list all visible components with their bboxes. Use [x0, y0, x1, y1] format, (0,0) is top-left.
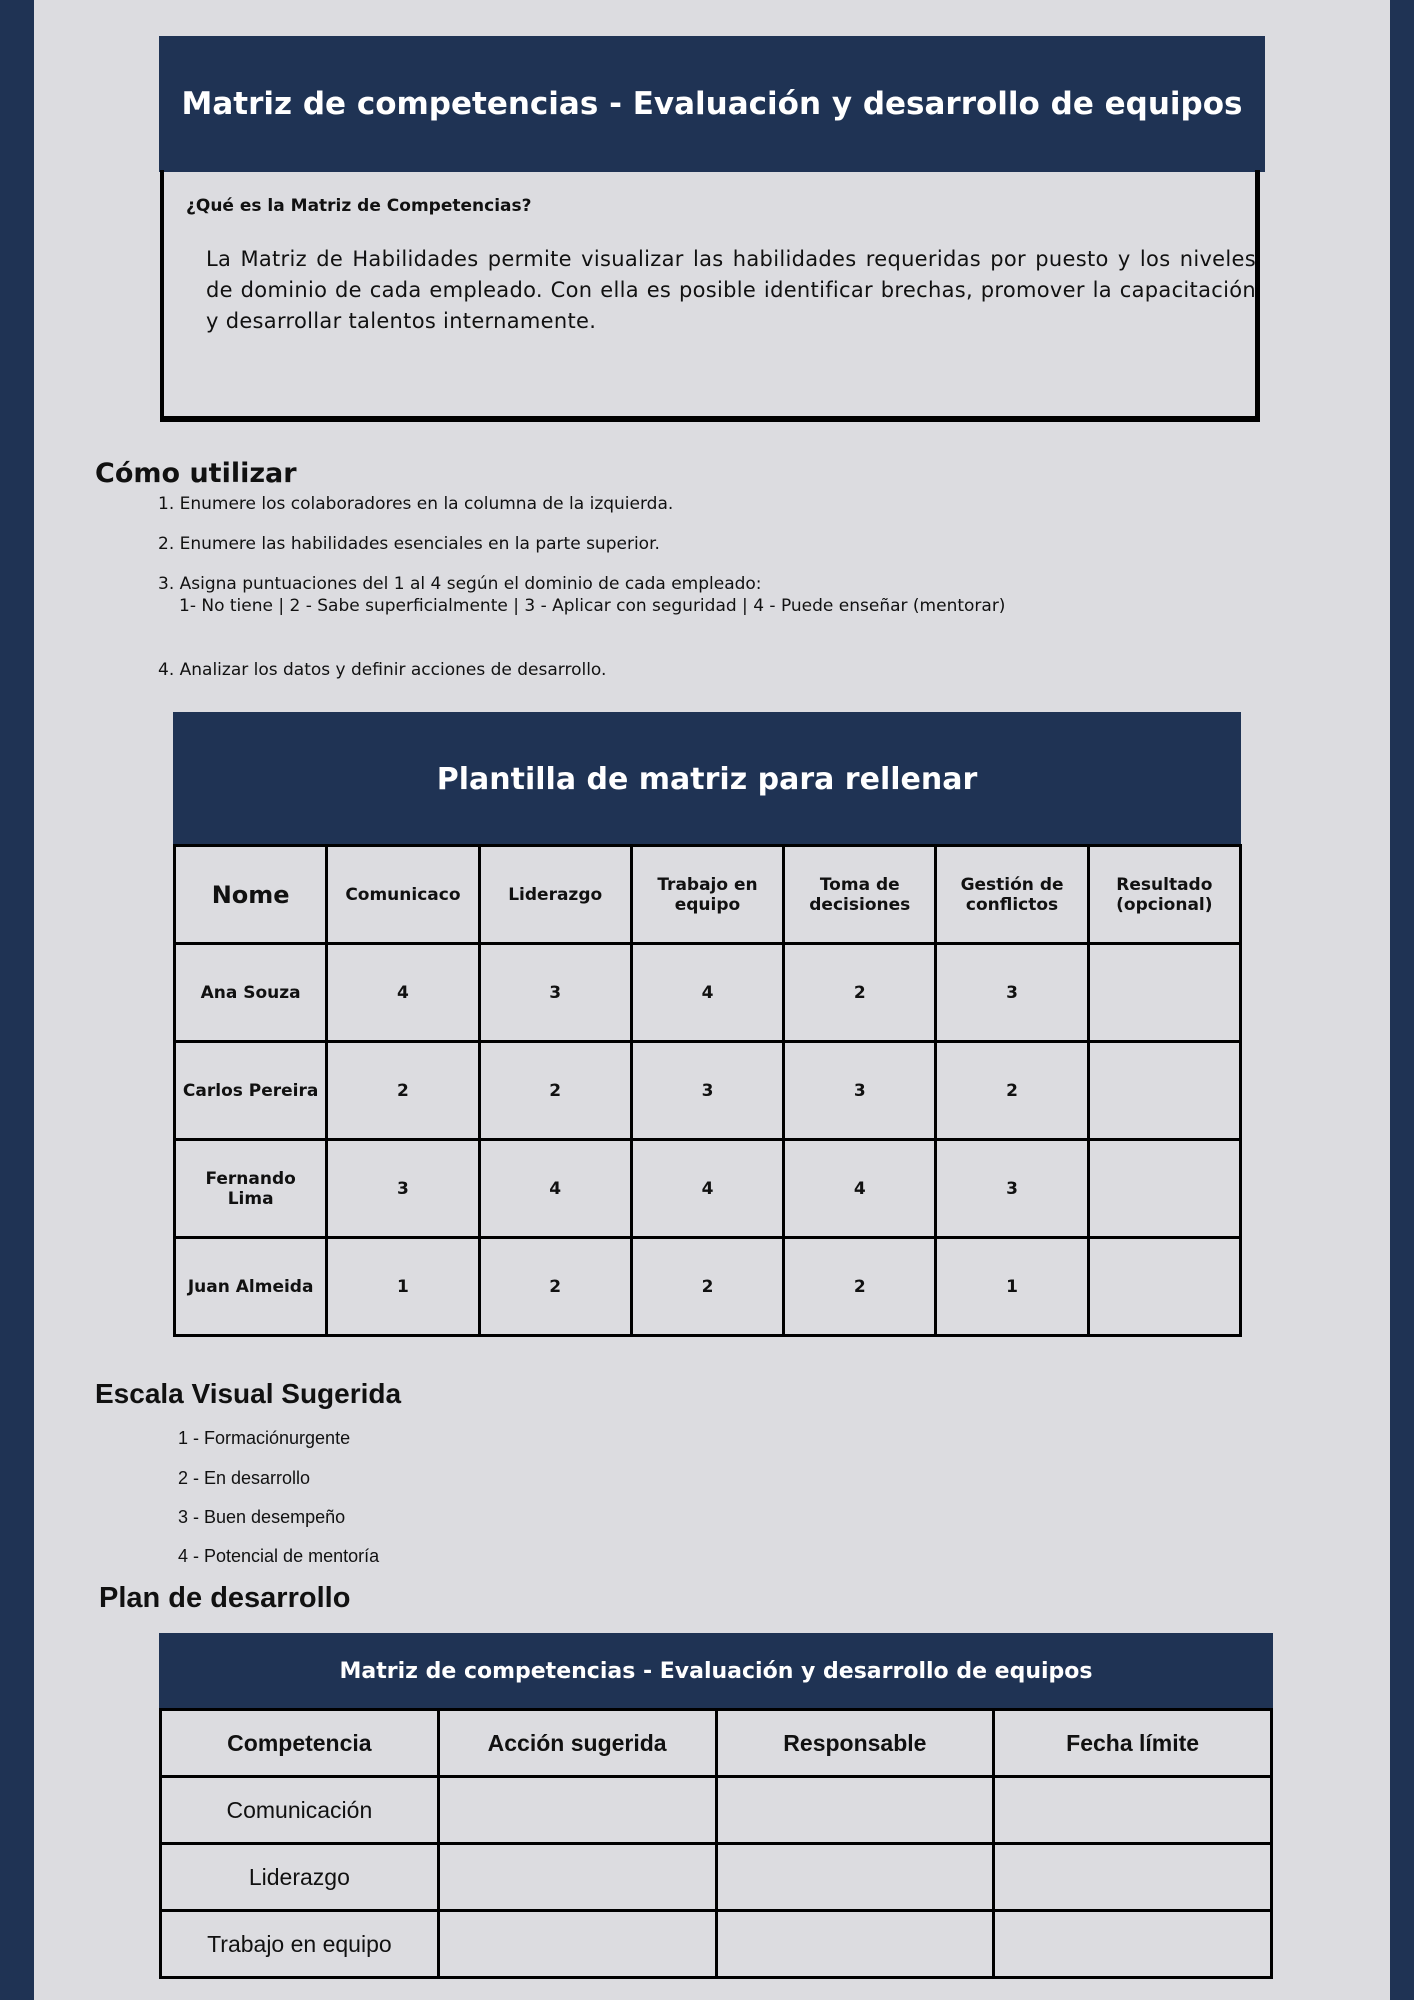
score-cell[interactable]: 3 [631, 1042, 783, 1140]
score-cell[interactable]: 3 [784, 1042, 936, 1140]
scale-item: 1 - Formaciónurgente [178, 1428, 351, 1448]
matrix-header-cell: Gestión de conflictos [936, 846, 1088, 944]
score-cell[interactable]: 4 [631, 1140, 783, 1238]
plan-header-cell: Responsable [716, 1710, 994, 1777]
score-cell[interactable]: 4 [631, 944, 783, 1042]
table-row [161, 1777, 1272, 1844]
table-row [175, 1238, 1241, 1336]
intro-title: ¿Qué es la Matriz de Competencias? [186, 196, 532, 216]
score-cell[interactable]: 1 [936, 1238, 1088, 1336]
action-cell[interactable] [438, 1844, 716, 1911]
competency-name: Liderazgo [161, 1844, 439, 1911]
step-1: 1. Enumere los colaboradores en la columna de la izquierda. [158, 494, 674, 514]
score-cell[interactable]: 4 [327, 944, 479, 1042]
plan-header-cell: Fecha límite [994, 1710, 1272, 1777]
scale-item: 2 - En desarrollo [178, 1468, 311, 1488]
intro-box [160, 170, 1260, 422]
score-cell[interactable]: 2 [784, 944, 936, 1042]
plan-header-cell: Acción sugerida [438, 1710, 716, 1777]
result-cell[interactable] [1088, 1042, 1240, 1140]
competency-name: Comunicación [161, 1777, 439, 1844]
table-row [175, 944, 1241, 1042]
matrix-header-cell: Liderazgo [479, 846, 631, 944]
table-row [161, 1911, 1272, 1978]
employee-name: Ana Souza [175, 944, 327, 1042]
page [34, 0, 1390, 2000]
matrix-header-cell: Toma de decisiones [784, 846, 936, 944]
employee-name: Carlos Pereira [175, 1042, 327, 1140]
responsible-cell[interactable] [716, 1844, 994, 1911]
competency-matrix [173, 844, 1242, 1337]
table-row [161, 1844, 1272, 1911]
score-cell[interactable]: 3 [936, 944, 1088, 1042]
step-2: 2. Enumere las habilidades esenciales en la parte superior. [158, 534, 660, 554]
competency-name: Trabajo en equipo [161, 1911, 439, 1978]
score-cell[interactable]: 2 [479, 1042, 631, 1140]
deadline-cell[interactable] [994, 1844, 1272, 1911]
matrix-header-cell: Comunicaco [327, 846, 479, 944]
plan-header-cell: Competencia [161, 1710, 439, 1777]
matrix-header-cell: Trabajo en equipo [631, 846, 783, 944]
deadline-cell[interactable] [994, 1911, 1272, 1978]
score-cell[interactable]: 4 [479, 1140, 631, 1238]
scale-item: 3 - Buen desempeño [178, 1507, 346, 1527]
score-cell[interactable]: 2 [327, 1042, 479, 1140]
plan-header-row [161, 1710, 1272, 1777]
score-cell[interactable]: 3 [479, 944, 631, 1042]
scale-title: Escala Visual Sugerida [95, 1378, 402, 1409]
table-row [175, 1140, 1241, 1238]
score-cell[interactable]: 3 [936, 1140, 1088, 1238]
score-cell[interactable]: 4 [784, 1140, 936, 1238]
plan-title: Plan de desarrollo [99, 1582, 351, 1614]
step-4: 4. Analizar los datos y definir acciones de desarrollo. [158, 660, 607, 680]
result-cell[interactable] [1088, 1140, 1240, 1238]
matrix-header-cell: Nome [175, 846, 327, 944]
score-cell[interactable]: 2 [479, 1238, 631, 1336]
result-cell[interactable] [1088, 1238, 1240, 1336]
result-cell[interactable] [1088, 944, 1240, 1042]
responsible-cell[interactable] [716, 1777, 994, 1844]
score-cell[interactable]: 1 [327, 1238, 479, 1336]
responsible-cell[interactable] [716, 1911, 994, 1978]
action-cell[interactable] [438, 1777, 716, 1844]
matrix-header-row [175, 846, 1241, 944]
action-cell[interactable] [438, 1911, 716, 1978]
scale-item: 4 - Potencial de mentoría [178, 1546, 380, 1566]
score-cell[interactable]: 2 [631, 1238, 783, 1336]
step-3: 3. Asigna puntuaciones del 1 al 4 según el dominio de cada empleado: [158, 574, 762, 594]
development-plan-table [159, 1708, 1273, 1979]
matrix-header-cell: Resultado (opcional) [1088, 846, 1240, 944]
score-cell[interactable]: 2 [784, 1238, 936, 1336]
matrix-title: Plantilla de matriz para rellenar [173, 712, 1241, 846]
table-row [175, 1042, 1241, 1140]
score-cell[interactable]: 2 [936, 1042, 1088, 1140]
plan-table-title: Matriz de competencias - Evaluación y desarrollo de equipos [159, 1633, 1273, 1709]
intro-text: La Matriz de Habilidades permite visualizar las habilidades requeridas por puesto y los niveles de dominio de cada empleado. Con ella es posible identificar brechas, promover la capacitación y desarrollar talentos internamente. [206, 247, 1256, 333]
how-to-title: Cómo utilizar [95, 458, 297, 489]
page-title: Matriz de competencias - Evaluación y desarrollo de equipos [159, 36, 1265, 172]
employee-name: Fernando Lima [175, 1140, 327, 1238]
score-cell[interactable]: 3 [327, 1140, 479, 1238]
deadline-cell[interactable] [994, 1777, 1272, 1844]
employee-name: Juan Almeida [175, 1238, 327, 1336]
step-3-detail: 1- No tiene | 2 - Sabe superficialmente | 3 - Aplicar con seguridad | 4 - Puede enseñar (mentorar) [179, 596, 1006, 616]
